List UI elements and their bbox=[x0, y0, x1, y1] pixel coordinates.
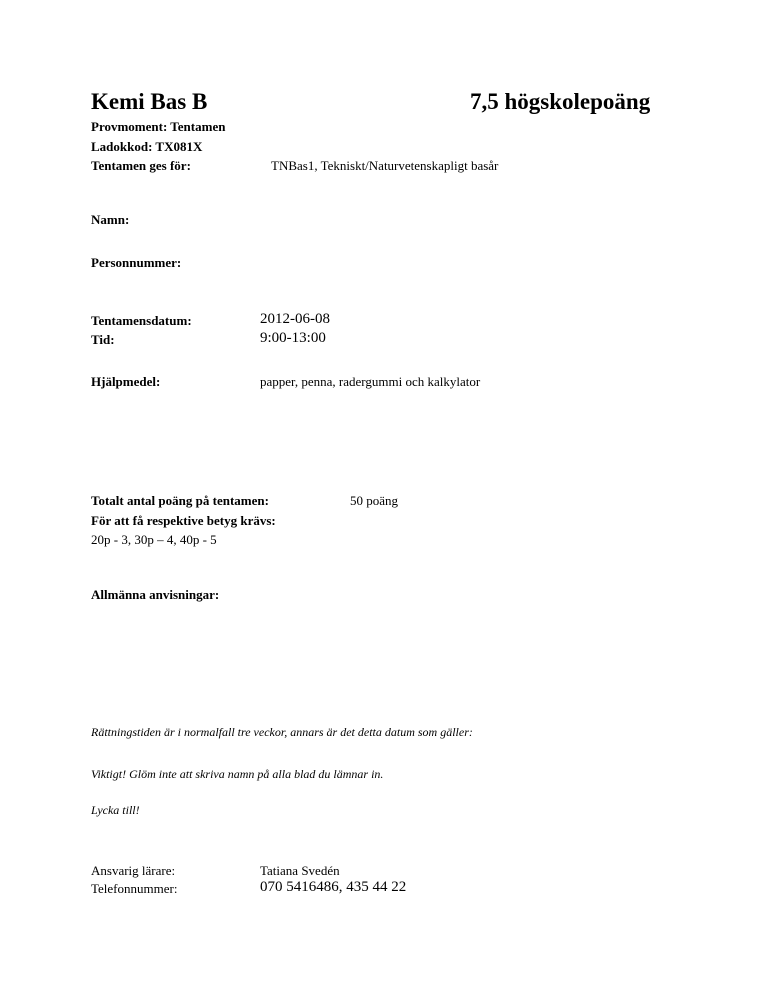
course-credits: 7,5 högskolepoäng bbox=[470, 89, 651, 114]
allmanna-anvisningar-label: Allmänna anvisningar: bbox=[91, 587, 220, 602]
hjalpmedel-label: Hjälpmedel: bbox=[91, 374, 161, 389]
personnummer-label: Personnummer: bbox=[91, 255, 182, 270]
tentamen-ges-value: TNBas1, Tekniskt/Naturvetenskapligt basår bbox=[271, 158, 499, 173]
tentamen-ges-label: Tentamen ges för: bbox=[91, 158, 191, 173]
hjalpmedel-value: papper, penna, radergummi och kalkylator bbox=[260, 374, 481, 389]
viktigt-note: Viktigt! Glöm inte att skriva namn på alla blad du lämnar in. bbox=[91, 767, 384, 781]
rattningstid-note: Rättningstiden är i normalfall tre veckor, annars är det detta datum som gäller: bbox=[91, 725, 473, 739]
tid-value: 9:00-13:00 bbox=[260, 330, 326, 346]
tentamensdatum-label: Tentamensdatum: bbox=[91, 313, 192, 328]
betyg-krav-label: För att få respektive betyg krävs: bbox=[91, 513, 276, 528]
ansvarig-larare-label: Ansvarig lärare: bbox=[91, 863, 176, 878]
namn-label: Namn: bbox=[91, 212, 130, 227]
tentamensdatum-value: 2012-06-08 bbox=[260, 311, 330, 327]
betyg-krav-value: 20p - 3, 30p – 4, 40p - 5 bbox=[91, 532, 217, 547]
telefonnummer-label: Telefonnummer: bbox=[91, 881, 178, 896]
total-poang-label: Totalt antal poäng på tentamen: bbox=[91, 493, 269, 508]
tid-label: Tid: bbox=[91, 332, 115, 347]
course-title: Kemi Bas B bbox=[91, 89, 208, 114]
ladokkod-label: Ladokkod: TX081X bbox=[91, 139, 203, 154]
lycka-till-note: Lycka till! bbox=[91, 803, 140, 817]
ansvarig-larare-value: Tatiana Svedén bbox=[260, 863, 340, 878]
telefonnummer-value: 070 5416486, 435 44 22 bbox=[260, 879, 407, 895]
provmoment-label: Provmoment: Tentamen bbox=[91, 119, 226, 134]
total-poang-value: 50 poäng bbox=[350, 493, 399, 508]
